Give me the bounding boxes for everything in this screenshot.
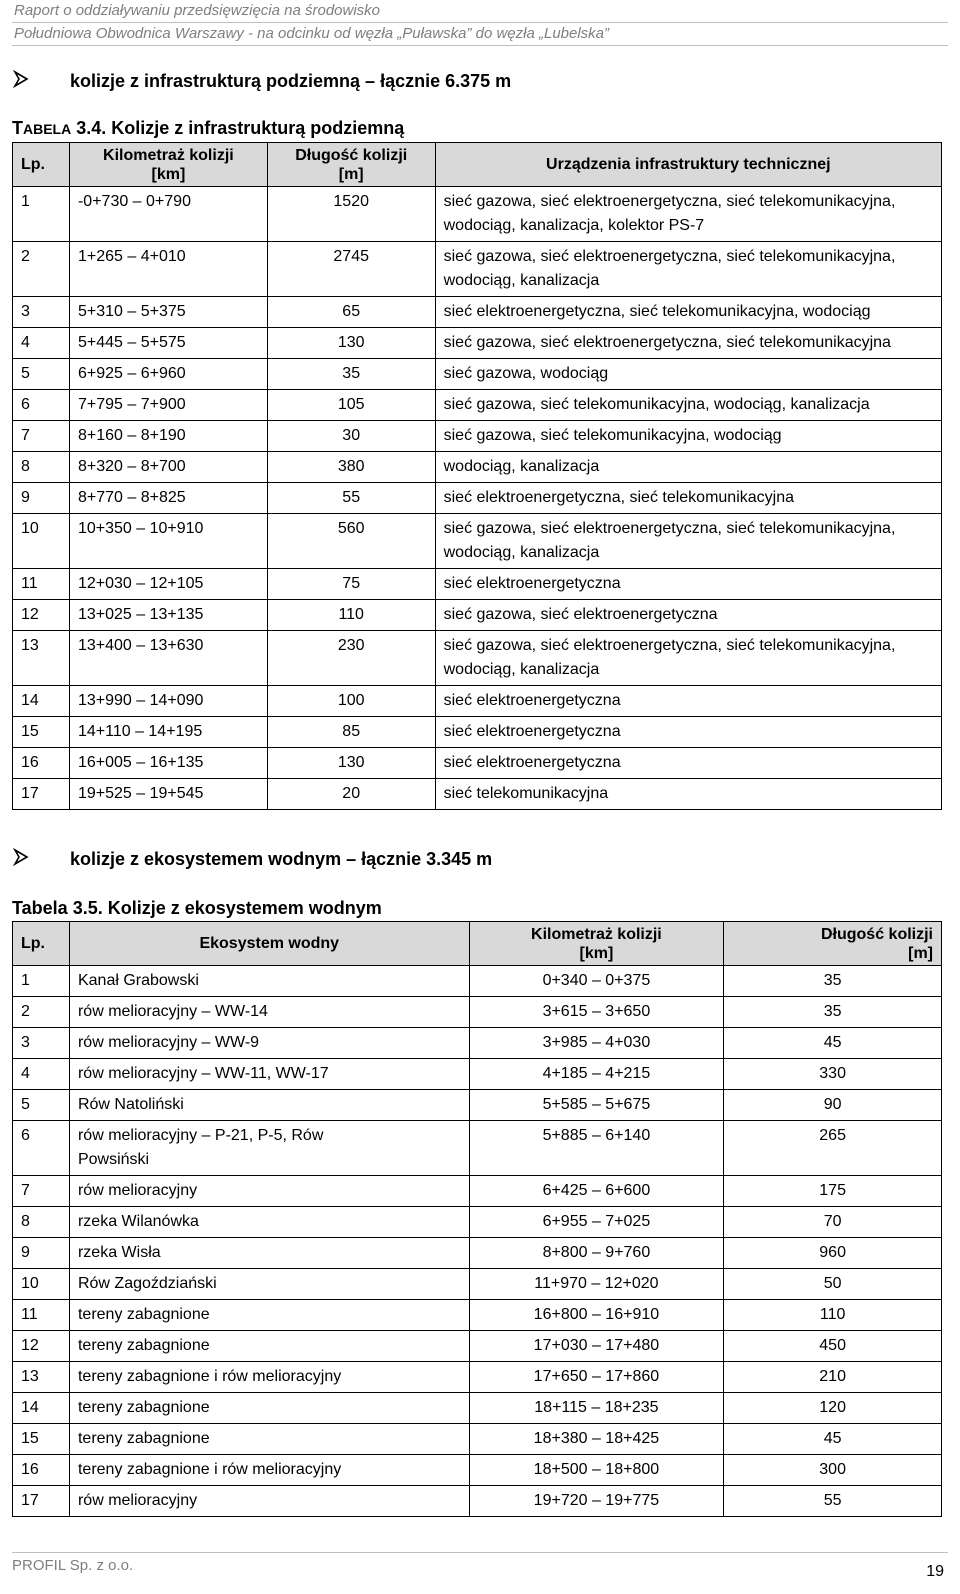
ecosystem-table	[12, 921, 942, 1517]
table-row	[13, 569, 942, 600]
row-ecosystem: rów melioracyjny – WW-9	[69, 1028, 469, 1059]
row-ecosystem: tereny zabagnione	[69, 1331, 469, 1362]
row-km: 5+885 – 6+140	[469, 1121, 724, 1176]
row-lp: 16	[13, 1455, 70, 1486]
table-header-row	[13, 143, 942, 187]
row-lp: 6	[13, 1121, 70, 1176]
row-ecosystem: tereny zabagnione	[69, 1300, 469, 1331]
row-length: 20	[267, 779, 435, 810]
row-km: 3+985 – 4+030	[469, 1028, 724, 1059]
footer-company: PROFIL Sp. z o.o.	[12, 1557, 134, 1574]
row-km: -0+730 – 0+790	[69, 187, 267, 242]
row-lp: 14	[13, 686, 70, 717]
row-km: 5+585 – 5+675	[469, 1090, 724, 1121]
row-devices: sieć elektroenergetyczna	[435, 717, 941, 748]
row-km: 4+185 – 4+215	[469, 1059, 724, 1090]
row-lp: 3	[13, 297, 70, 328]
row-length: 960	[724, 1238, 942, 1269]
row-ecosystem: Rów Zagoździański	[69, 1269, 469, 1300]
row-devices: wodociąg, kanalizacja	[435, 452, 941, 483]
row-lp: 8	[13, 1207, 70, 1238]
table-row	[13, 328, 942, 359]
row-length: 2745	[267, 242, 435, 297]
table-row	[13, 421, 942, 452]
row-ecosystem: tereny zabagnione	[69, 1424, 469, 1455]
row-length: 105	[267, 390, 435, 421]
row-devices: sieć gazowa, sieć elektroenergetyczna	[435, 600, 941, 631]
row-km: 13+400 – 13+630	[69, 631, 267, 686]
header-title: Raport o oddziaływaniu przedsięwzięcia na środowisko	[12, 0, 948, 23]
row-devices: sieć gazowa, wodociąg	[435, 359, 941, 390]
table-row	[13, 1331, 942, 1362]
row-km: 11+970 – 12+020	[469, 1269, 724, 1300]
row-length: 70	[724, 1207, 942, 1238]
table-row	[13, 717, 942, 748]
row-km: 6+955 – 7+025	[469, 1207, 724, 1238]
row-length: 120	[724, 1393, 942, 1424]
row-ecosystem: rów melioracyjny – WW-11, WW-17	[69, 1059, 469, 1090]
row-km: 19+720 – 19+775	[469, 1486, 724, 1517]
row-devices: sieć gazowa, sieć telekomunikacyjna, wodociąg	[435, 421, 941, 452]
row-length: 110	[267, 600, 435, 631]
table-row	[13, 1269, 942, 1300]
table-row	[13, 1362, 942, 1393]
section2-bullet-text: kolizje z ekosystemem wodnym – łącznie 3.345 m	[70, 849, 493, 869]
row-km: 18+115 – 18+235	[469, 1393, 724, 1424]
arrow-bullet-icon	[12, 70, 34, 93]
row-lp: 11	[13, 569, 70, 600]
row-devices: sieć gazowa, sieć elektroenergetyczna, sieć telekomunikacyjna	[435, 328, 941, 359]
row-lp: 9	[13, 1238, 70, 1269]
row-ecosystem: rzeka Wisła	[69, 1238, 469, 1269]
row-ecosystem: rów melioracyjny – WW-14	[69, 997, 469, 1028]
row-km: 19+525 – 19+545	[69, 779, 267, 810]
table-row	[13, 1028, 942, 1059]
row-ecosystem: Rów Natoliński	[69, 1090, 469, 1121]
row-length: 560	[267, 514, 435, 569]
row-km: 13+025 – 13+135	[69, 600, 267, 631]
row-length: 300	[724, 1455, 942, 1486]
arrow-bullet-icon	[12, 848, 34, 871]
row-km: 17+030 – 17+480	[469, 1331, 724, 1362]
table-row	[13, 1207, 942, 1238]
row-km: 5+445 – 5+575	[69, 328, 267, 359]
row-km: 16+005 – 16+135	[69, 748, 267, 779]
table-row	[13, 1424, 942, 1455]
table-row	[13, 686, 942, 717]
row-lp: 13	[13, 631, 70, 686]
row-km: 8+160 – 8+190	[69, 421, 267, 452]
row-km: 8+320 – 8+700	[69, 452, 267, 483]
row-length: 265	[724, 1121, 942, 1176]
row-lp: 8	[13, 452, 70, 483]
row-length: 35	[724, 997, 942, 1028]
row-length: 175	[724, 1176, 942, 1207]
row-devices: sieć elektroenergetyczna, sieć telekomunikacyjna	[435, 483, 941, 514]
row-lp: 14	[13, 1393, 70, 1424]
row-km: 7+795 – 7+900	[69, 390, 267, 421]
row-length: 230	[267, 631, 435, 686]
row-lp: 4	[13, 1059, 70, 1090]
table-row	[13, 1393, 942, 1424]
header-km: Kilometraż kolizji [km]	[69, 143, 267, 187]
table-row	[13, 779, 942, 810]
page-footer	[12, 1552, 948, 1580]
table-row	[13, 1059, 942, 1090]
header-length: Długość kolizji [m]	[724, 922, 942, 966]
row-lp: 7	[13, 421, 70, 452]
table-row	[13, 997, 942, 1028]
row-devices: sieć gazowa, sieć telekomunikacyjna, wodociąg, kanalizacja	[435, 390, 941, 421]
row-lp: 9	[13, 483, 70, 514]
row-length: 1520	[267, 187, 435, 242]
row-devices: sieć elektroenergetyczna	[435, 748, 941, 779]
row-length: 65	[267, 297, 435, 328]
row-lp: 10	[13, 1269, 70, 1300]
header-subtitle: Południowa Obwodnica Warszawy - na odcinku od węzła „Puławska” do węzła „Lubelska”	[12, 23, 948, 46]
row-length: 35	[267, 359, 435, 390]
row-length: 100	[267, 686, 435, 717]
row-ecosystem: tereny zabagnione	[69, 1393, 469, 1424]
row-devices: sieć elektroenergetyczna	[435, 569, 941, 600]
table-row	[13, 600, 942, 631]
row-km: 5+310 – 5+375	[69, 297, 267, 328]
row-km: 0+340 – 0+375	[469, 966, 724, 997]
row-km: 17+650 – 17+860	[469, 1362, 724, 1393]
page-number: 19	[926, 1563, 944, 1580]
row-length: 210	[724, 1362, 942, 1393]
section1-bullet-text: kolizje z infrastrukturą podziemną – łącznie 6.375 m	[70, 71, 512, 91]
table-row	[13, 359, 942, 390]
row-ecosystem: rów melioracyjny – P-21, P-5, Rów Powsiński	[69, 1121, 469, 1176]
row-length: 45	[724, 1424, 942, 1455]
row-length: 330	[724, 1059, 942, 1090]
row-devices: sieć gazowa, sieć elektroenergetyczna, sieć telekomunikacyjna, wodociąg, kanalizacja	[435, 514, 941, 569]
row-lp: 3	[13, 1028, 70, 1059]
row-km: 1+265 – 4+010	[69, 242, 267, 297]
header-length: Długość kolizji [m]	[267, 143, 435, 187]
row-lp: 11	[13, 1300, 70, 1331]
table-row	[13, 452, 942, 483]
row-length: 130	[267, 748, 435, 779]
table-row	[13, 631, 942, 686]
row-ecosystem: tereny zabagnione i rów melioracyjny	[69, 1455, 469, 1486]
row-lp: 10	[13, 514, 70, 569]
row-lp: 6	[13, 390, 70, 421]
row-length: 55	[267, 483, 435, 514]
row-lp: 5	[13, 359, 70, 390]
row-devices: sieć elektroenergetyczna, sieć telekomunikacyjna, wodociąg	[435, 297, 941, 328]
table-row	[13, 514, 942, 569]
row-km: 8+770 – 8+825	[69, 483, 267, 514]
table-row	[13, 483, 942, 514]
table-row	[13, 748, 942, 779]
section1-bullet	[12, 70, 511, 93]
row-length: 450	[724, 1331, 942, 1362]
row-ecosystem: rów melioracyjny	[69, 1176, 469, 1207]
row-lp: 13	[13, 1362, 70, 1393]
row-km: 6+425 – 6+600	[469, 1176, 724, 1207]
row-devices: sieć elektroenergetyczna	[435, 686, 941, 717]
row-lp: 2	[13, 242, 70, 297]
infrastructure-table	[12, 142, 942, 810]
row-devices: sieć telekomunikacyjna	[435, 779, 941, 810]
row-km: 16+800 – 16+910	[469, 1300, 724, 1331]
table-row	[13, 390, 942, 421]
row-length: 380	[267, 452, 435, 483]
page-header	[12, 0, 948, 46]
row-km: 8+800 – 9+760	[469, 1238, 724, 1269]
table-header-row	[13, 922, 942, 966]
row-lp: 1	[13, 187, 70, 242]
row-lp: 4	[13, 328, 70, 359]
row-lp: 7	[13, 1176, 70, 1207]
row-length: 30	[267, 421, 435, 452]
row-lp: 2	[13, 997, 70, 1028]
row-lp: 5	[13, 1090, 70, 1121]
row-km: 3+615 – 3+650	[469, 997, 724, 1028]
row-lp: 16	[13, 748, 70, 779]
header-km: Kilometraż kolizji [km]	[469, 922, 724, 966]
row-lp: 17	[13, 1486, 70, 1517]
row-ecosystem: rów melioracyjny	[69, 1486, 469, 1517]
row-km: 12+030 – 12+105	[69, 569, 267, 600]
row-km: 14+110 – 14+195	[69, 717, 267, 748]
row-ecosystem: Kanał Grabowski	[69, 966, 469, 997]
row-devices: sieć gazowa, sieć elektroenergetyczna, sieć telekomunikacyjna, wodociąg, kanalizacja	[435, 242, 941, 297]
header-devices: Urządzenia infrastruktury technicznej	[435, 143, 941, 187]
table-row	[13, 1455, 942, 1486]
row-km: 13+990 – 14+090	[69, 686, 267, 717]
table-row	[13, 966, 942, 997]
section2-bullet	[12, 848, 492, 871]
table-row	[13, 297, 942, 328]
row-lp: 12	[13, 600, 70, 631]
header-lp: Lp.	[13, 922, 70, 966]
table-row	[13, 242, 942, 297]
row-length: 75	[267, 569, 435, 600]
table2-caption: Tabela 3.5. Kolizje z ekosystemem wodnym	[12, 898, 382, 918]
table1-caption: TABELA 3.4. Kolizje z infrastrukturą podziemną	[12, 118, 405, 138]
row-km: 10+350 – 10+910	[69, 514, 267, 569]
row-ecosystem: tereny zabagnione i rów melioracyjny	[69, 1362, 469, 1393]
row-length: 35	[724, 966, 942, 997]
table-row	[13, 1176, 942, 1207]
row-km: 18+380 – 18+425	[469, 1424, 724, 1455]
row-lp: 12	[13, 1331, 70, 1362]
table-row	[13, 1121, 942, 1176]
table-row	[13, 1486, 942, 1517]
row-length: 90	[724, 1090, 942, 1121]
row-lp: 15	[13, 717, 70, 748]
row-length: 55	[724, 1486, 942, 1517]
row-lp: 1	[13, 966, 70, 997]
header-ecosystem: Ekosystem wodny	[69, 922, 469, 966]
table-row	[13, 1238, 942, 1269]
table-row	[13, 1090, 942, 1121]
row-length: 85	[267, 717, 435, 748]
row-devices: sieć gazowa, sieć elektroenergetyczna, sieć telekomunikacyjna, wodociąg, kanalizacja, kolektor PS-7	[435, 187, 941, 242]
table-row	[13, 1300, 942, 1331]
row-length: 50	[724, 1269, 942, 1300]
row-km: 6+925 – 6+960	[69, 359, 267, 390]
row-length: 110	[724, 1300, 942, 1331]
row-length: 130	[267, 328, 435, 359]
row-km: 18+500 – 18+800	[469, 1455, 724, 1486]
header-lp: Lp.	[13, 143, 70, 187]
row-lp: 17	[13, 779, 70, 810]
table-row	[13, 187, 942, 242]
row-length: 45	[724, 1028, 942, 1059]
row-devices: sieć gazowa, sieć elektroenergetyczna, sieć telekomunikacyjna, wodociąg, kanalizacja	[435, 631, 941, 686]
row-lp: 15	[13, 1424, 70, 1455]
row-ecosystem: rzeka Wilanówka	[69, 1207, 469, 1238]
